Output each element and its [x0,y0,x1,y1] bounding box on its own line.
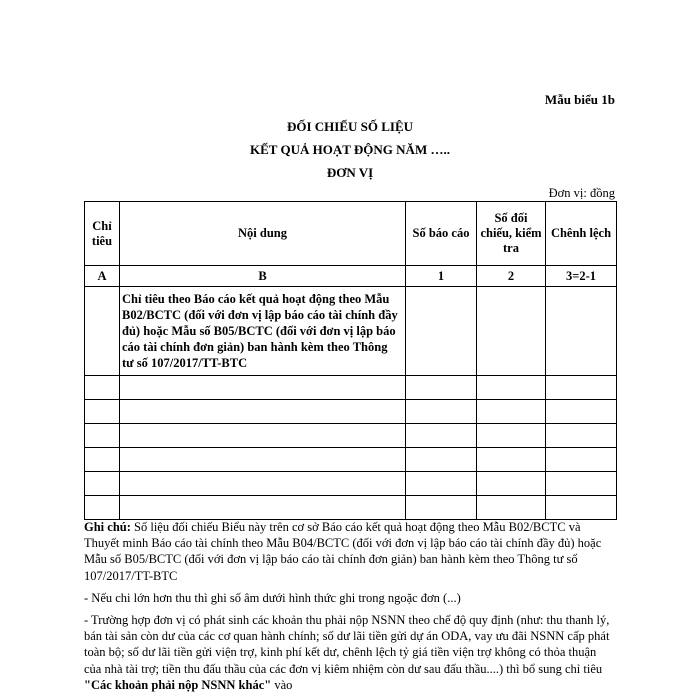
table-row [85,287,617,376]
table-row [85,376,617,400]
table-cell [546,424,617,448]
table-cell [406,400,477,424]
table-row [85,400,617,424]
table-cell [120,448,406,472]
code-3: 3=2-1 [546,266,617,287]
header-difference: Chênh lệch [546,202,617,266]
table-cell [85,496,120,520]
table-row [85,448,617,472]
title-line-2: KẾT QUẢ HOẠT ĐỘNG NĂM ….. [250,142,450,157]
table-cell [85,424,120,448]
note-paragraph-3 [84,612,616,693]
table-cell [477,400,546,424]
description-cell: Chỉ tiêu theo Báo cáo kết quả hoạt động theo Mẫu B02/BCTC (đối với đơn vị lập báo cáo tài chính đầy đủ) hoặc Mẫu số B05/BCTC (đối với đơn vị lập báo cáo tài chính đơn giản) ban hành kèm theo Thông tư số 107/2017/TT-BTC [120,287,406,376]
table-cell [546,376,617,400]
table-cell [120,472,406,496]
header-verified: Số đối chiếu, kiểm tra [477,202,546,266]
table-cell [120,424,406,448]
table-cell [85,448,120,472]
header-reported: Số báo cáo [406,202,477,266]
table-cell [477,448,546,472]
code-2: 2 [477,266,546,287]
table-cell [477,496,546,520]
notes-section [84,519,616,699]
title-line-1: ĐỐI CHIẾU SỐ LIỆU [286,119,414,134]
table-cell [546,472,617,496]
title-line-3: ĐƠN VỊ [326,165,374,180]
table-cell [546,400,617,424]
note-label: Ghi chú: [84,520,131,534]
code-1: 1 [406,266,477,287]
table-cell [85,472,120,496]
table-cell [85,287,120,376]
table-row [85,424,617,448]
note-paragraph-1 [84,519,616,584]
table-row [85,472,617,496]
header-indicator: Chỉ tiêu [85,202,120,266]
table-cell [406,472,477,496]
table-cell [546,287,617,376]
table-cell [406,448,477,472]
table-cell [406,424,477,448]
column-code-row [85,266,617,287]
table-cell [120,376,406,400]
table-cell [85,400,120,424]
header-content: Nội dung [120,202,406,266]
table-cell [477,287,546,376]
table-cell [477,376,546,400]
currency-unit: Đơn vị: đồng [548,186,615,200]
table-cell [477,472,546,496]
table-cell [120,496,406,520]
note-text-3: - Trường hợp đơn vị có phát sinh các khoản thu phải nộp NSNN theo chế độ quy định (như: thu thanh lý, bán tài sản còn dư của các cơ quan hành chính; số dư lãi tiền gửi dự án ODA, vay ưu đãi NSNN cấp phát toàn bộ; số dư lãi tiền gửi viện trợ, kinh phí kết dư, chênh lệch tỷ giá tiền viện trợ không có thỏa thuận của nhà tài trợ; tiền thu đấu thầu của các đơn vị kiêm nhiệm còn dư sau đấu thầu....) thì bổ sung chỉ tiêu [84,613,610,676]
code-b: B [120,266,406,287]
table-cell [477,424,546,448]
table-header-row [85,202,617,266]
table-cell [85,376,120,400]
table-cell [406,376,477,400]
table-row [85,496,617,520]
note-text-1: Số liệu đối chiếu Biểu này trên cơ sở Báo cáo kết quả hoạt động theo Mẫu B02/BCTC và Thuyết minh Báo cáo tài chính theo Mẫu B04/BCTC (đối với đơn vị lập báo cáo tài chính đầy đủ) hoặc Mẫu số B05/BCTC (đối với đơn vị lập báo cáo tài chính đơn giản) ban hành kèm theo Thông tư số 107/2017/TT-BTC [84,520,602,583]
note-text-3-end: vào [271,677,293,692]
table-cell [546,496,617,520]
note-paragraph-2: - Nếu chi lớn hơn thu thì ghi số âm dưới hình thức ghi trong ngoặc đơn (...) [84,590,461,605]
table-cell [120,400,406,424]
table-cell [406,287,477,376]
note-emphasis: "Các khoản phải nộp NSNN khác" [84,677,272,692]
reconciliation-table [84,201,617,520]
form-code: Mẫu biểu 1b [544,92,615,107]
code-a: A [85,266,120,287]
table-cell [406,496,477,520]
table-cell [546,448,617,472]
